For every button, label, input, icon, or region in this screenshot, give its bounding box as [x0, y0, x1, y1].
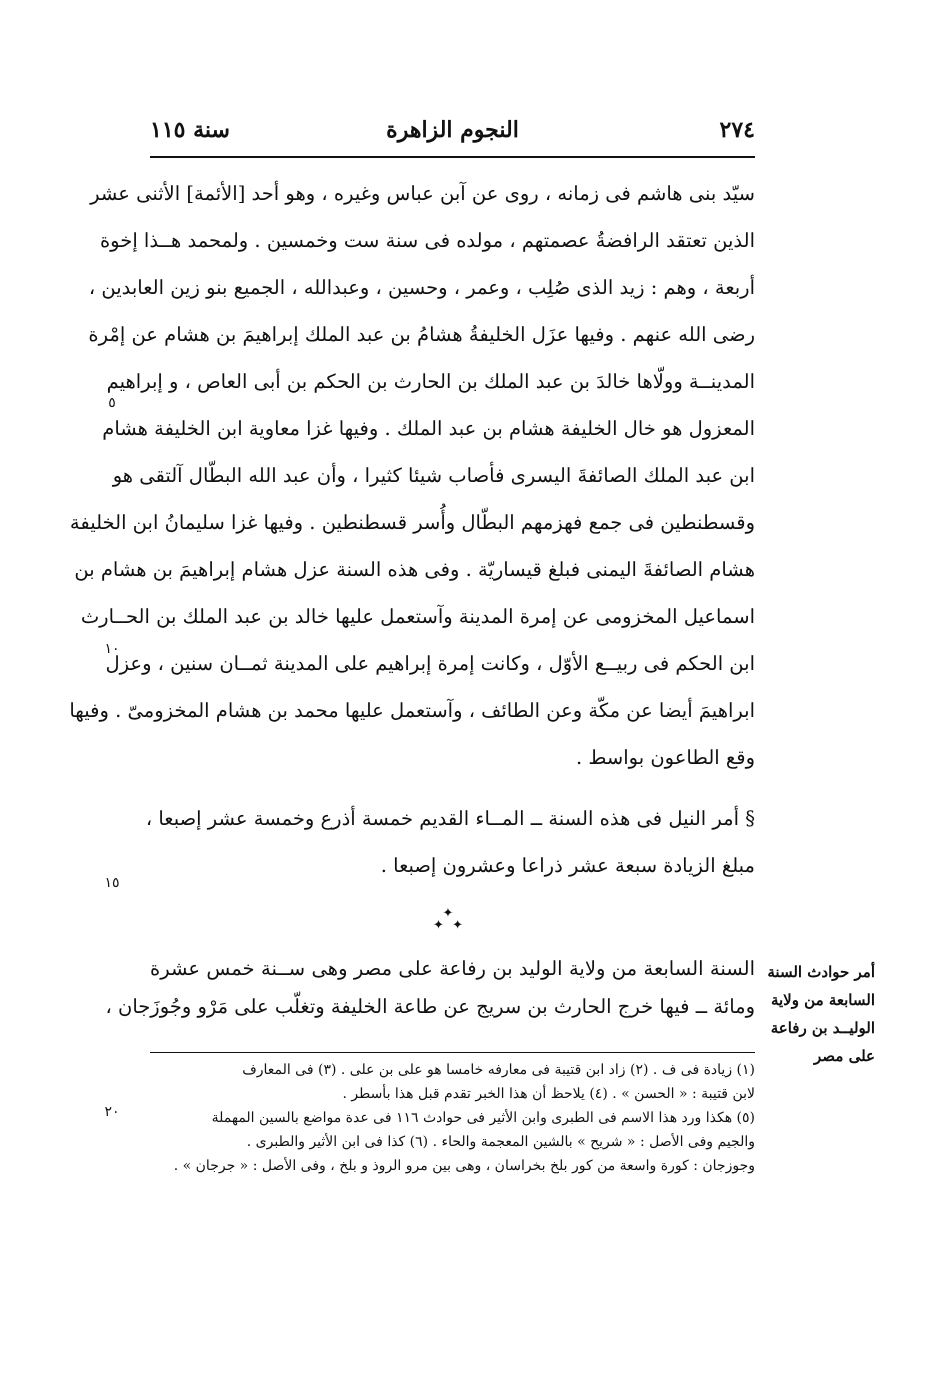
- text-line: ابراهيمَ أيضا عن مكّة وعن الطائف ، وآستعمل عليها محمد بن هشام المخزومىّ . وفيها: [69, 699, 755, 722]
- page-number: ٢٧٤: [719, 117, 755, 143]
- year-label: سنة ١١٥: [150, 117, 230, 143]
- section-line: ومائة ــ فيها خرج الحارث بن سريج عن طاعة الخليفة وتغلّب على مَرْو وجُوزَجان ،: [105, 995, 755, 1018]
- side-note-line: أمر حوادث السنة: [767, 963, 875, 981]
- section-year-text: [105, 950, 755, 1026]
- book-title: النجوم الزاهرة: [386, 117, 519, 143]
- text-line: سيّد بنى هاشم فى زمانه ، روى عن آبن عباس وغيره ، وهو أحد [الأئمة] الأثنى عشر: [90, 182, 755, 205]
- text-line: ابن الحكم فى ربيــع الأوّل ، وكانت إمرة إبراهيم على المدينة ثمــان سنين ، وعزل: [105, 652, 755, 675]
- header-rule: [150, 156, 755, 158]
- section-separator-ornament: ✦ ✦ ✦: [432, 906, 464, 933]
- line-number-15: ١٥: [104, 875, 120, 891]
- footnote-line: والجيم وفى الأصل : « شريح » بالشين المعجمة والحاء . (٦) كذا فى ابن الأثير والطبرى .: [246, 1134, 755, 1150]
- text-line: المدينــة وولّاها خالدَ بن عبد الملك بن الحارث بن الحكم بن أبى العاص ، و إبراهيم: [106, 370, 755, 393]
- line-number-10: ١٠: [104, 641, 120, 657]
- side-note-line: على مصر: [814, 1047, 875, 1065]
- nile-line: § أمر النيل فى هذه السنة ــ المــاء القديم خمسة أذرع وخمسة عشر إصبعا ،: [145, 807, 755, 830]
- side-note-line: الوليــد بن رفاعة: [770, 1019, 875, 1037]
- text-line: رضى الله عنهم . وفيها عزَل الخليفةُ هشامُ بن عبد الملك إبراهيمَ بن هشام عن إمْرة: [88, 323, 755, 346]
- text-line: اسماعيل المخزومى عن إمرة المدينة وآستعمل عليها خالد بن عبد الملك بن الحــارث: [80, 605, 755, 628]
- text-line: الذين تعتقد الرافضةُ عصمتهم ، مولده فى سنة ست وخمسين . ولمحمد هــذا إخوة: [99, 229, 755, 252]
- text-line: هشام الصائفةَ اليمنى فبلغ قيساريّة . وفى هذه السنة عزل هشام إبراهيمَ بن هشام بن: [74, 558, 755, 581]
- text-line: أربعة ، وهم : زيد الذى صُلِب ، وعمر ، وحسين ، وعبدالله ، الجميع بنو زين العابدين ،: [88, 276, 755, 299]
- side-note-line: السابعة من ولاية: [770, 991, 875, 1009]
- text-line: وقع الطاعون بواسط .: [575, 746, 755, 769]
- footnote-line: لابن قتيبة : « الحسن » . (٤) يلاحظ أن هذا الخبر تقدم قبل هذا بأسطر .: [342, 1086, 755, 1102]
- footnote-rule: [150, 1052, 755, 1053]
- text-line: ابن عبد الملك الصائفةَ اليسرى فأصاب شيئا كثيرا ، وأن عبد الله البطّال آلتقى هو: [112, 464, 755, 487]
- footnotes: [150, 1058, 755, 1178]
- line-number-20: ٢٠: [104, 1104, 120, 1120]
- line-number-5: ٥: [108, 395, 116, 411]
- margin-side-note: [765, 958, 875, 1070]
- footnote-line: (١) زيادة فى ف . (٢) زاد ابن قتيبة فى معارفه خامسا هو على بن على . (٣) فى المعارف: [242, 1062, 755, 1078]
- page-header: [150, 112, 755, 152]
- text-line: وقسطنطين فى جمع فهزمهم البطّال وأُسر قسطنطين . وفيها غزا سليمانُ ابن الخليفة: [69, 511, 755, 534]
- footnote-line: (٥) هكذا ورد هذا الاسم فى الطبرى وابن الأثير فى حوادث ١١٦ فى عدة مواضع بالسين المهملة: [211, 1110, 755, 1126]
- nile-line: مبلغ الزيادة سبعة عشر ذراعا وعشرون إصبعا .: [380, 854, 755, 877]
- section-line: السنة السابعة من ولاية الوليد بن رفاعة على مصر وهى ســنة خمس عشرة: [150, 957, 755, 980]
- text-line: المعزول هو خال الخليفة هشام بن عبد الملك . وفيها غزا معاوية ابن الخليفة هشام: [102, 417, 755, 440]
- footnote-line: وجوزجان : كورة واسعة من كور بلخ بخراسان ، وهى بين مرو الروذ و بلخ ، وفى الأصل : « جرجان » .: [173, 1158, 755, 1174]
